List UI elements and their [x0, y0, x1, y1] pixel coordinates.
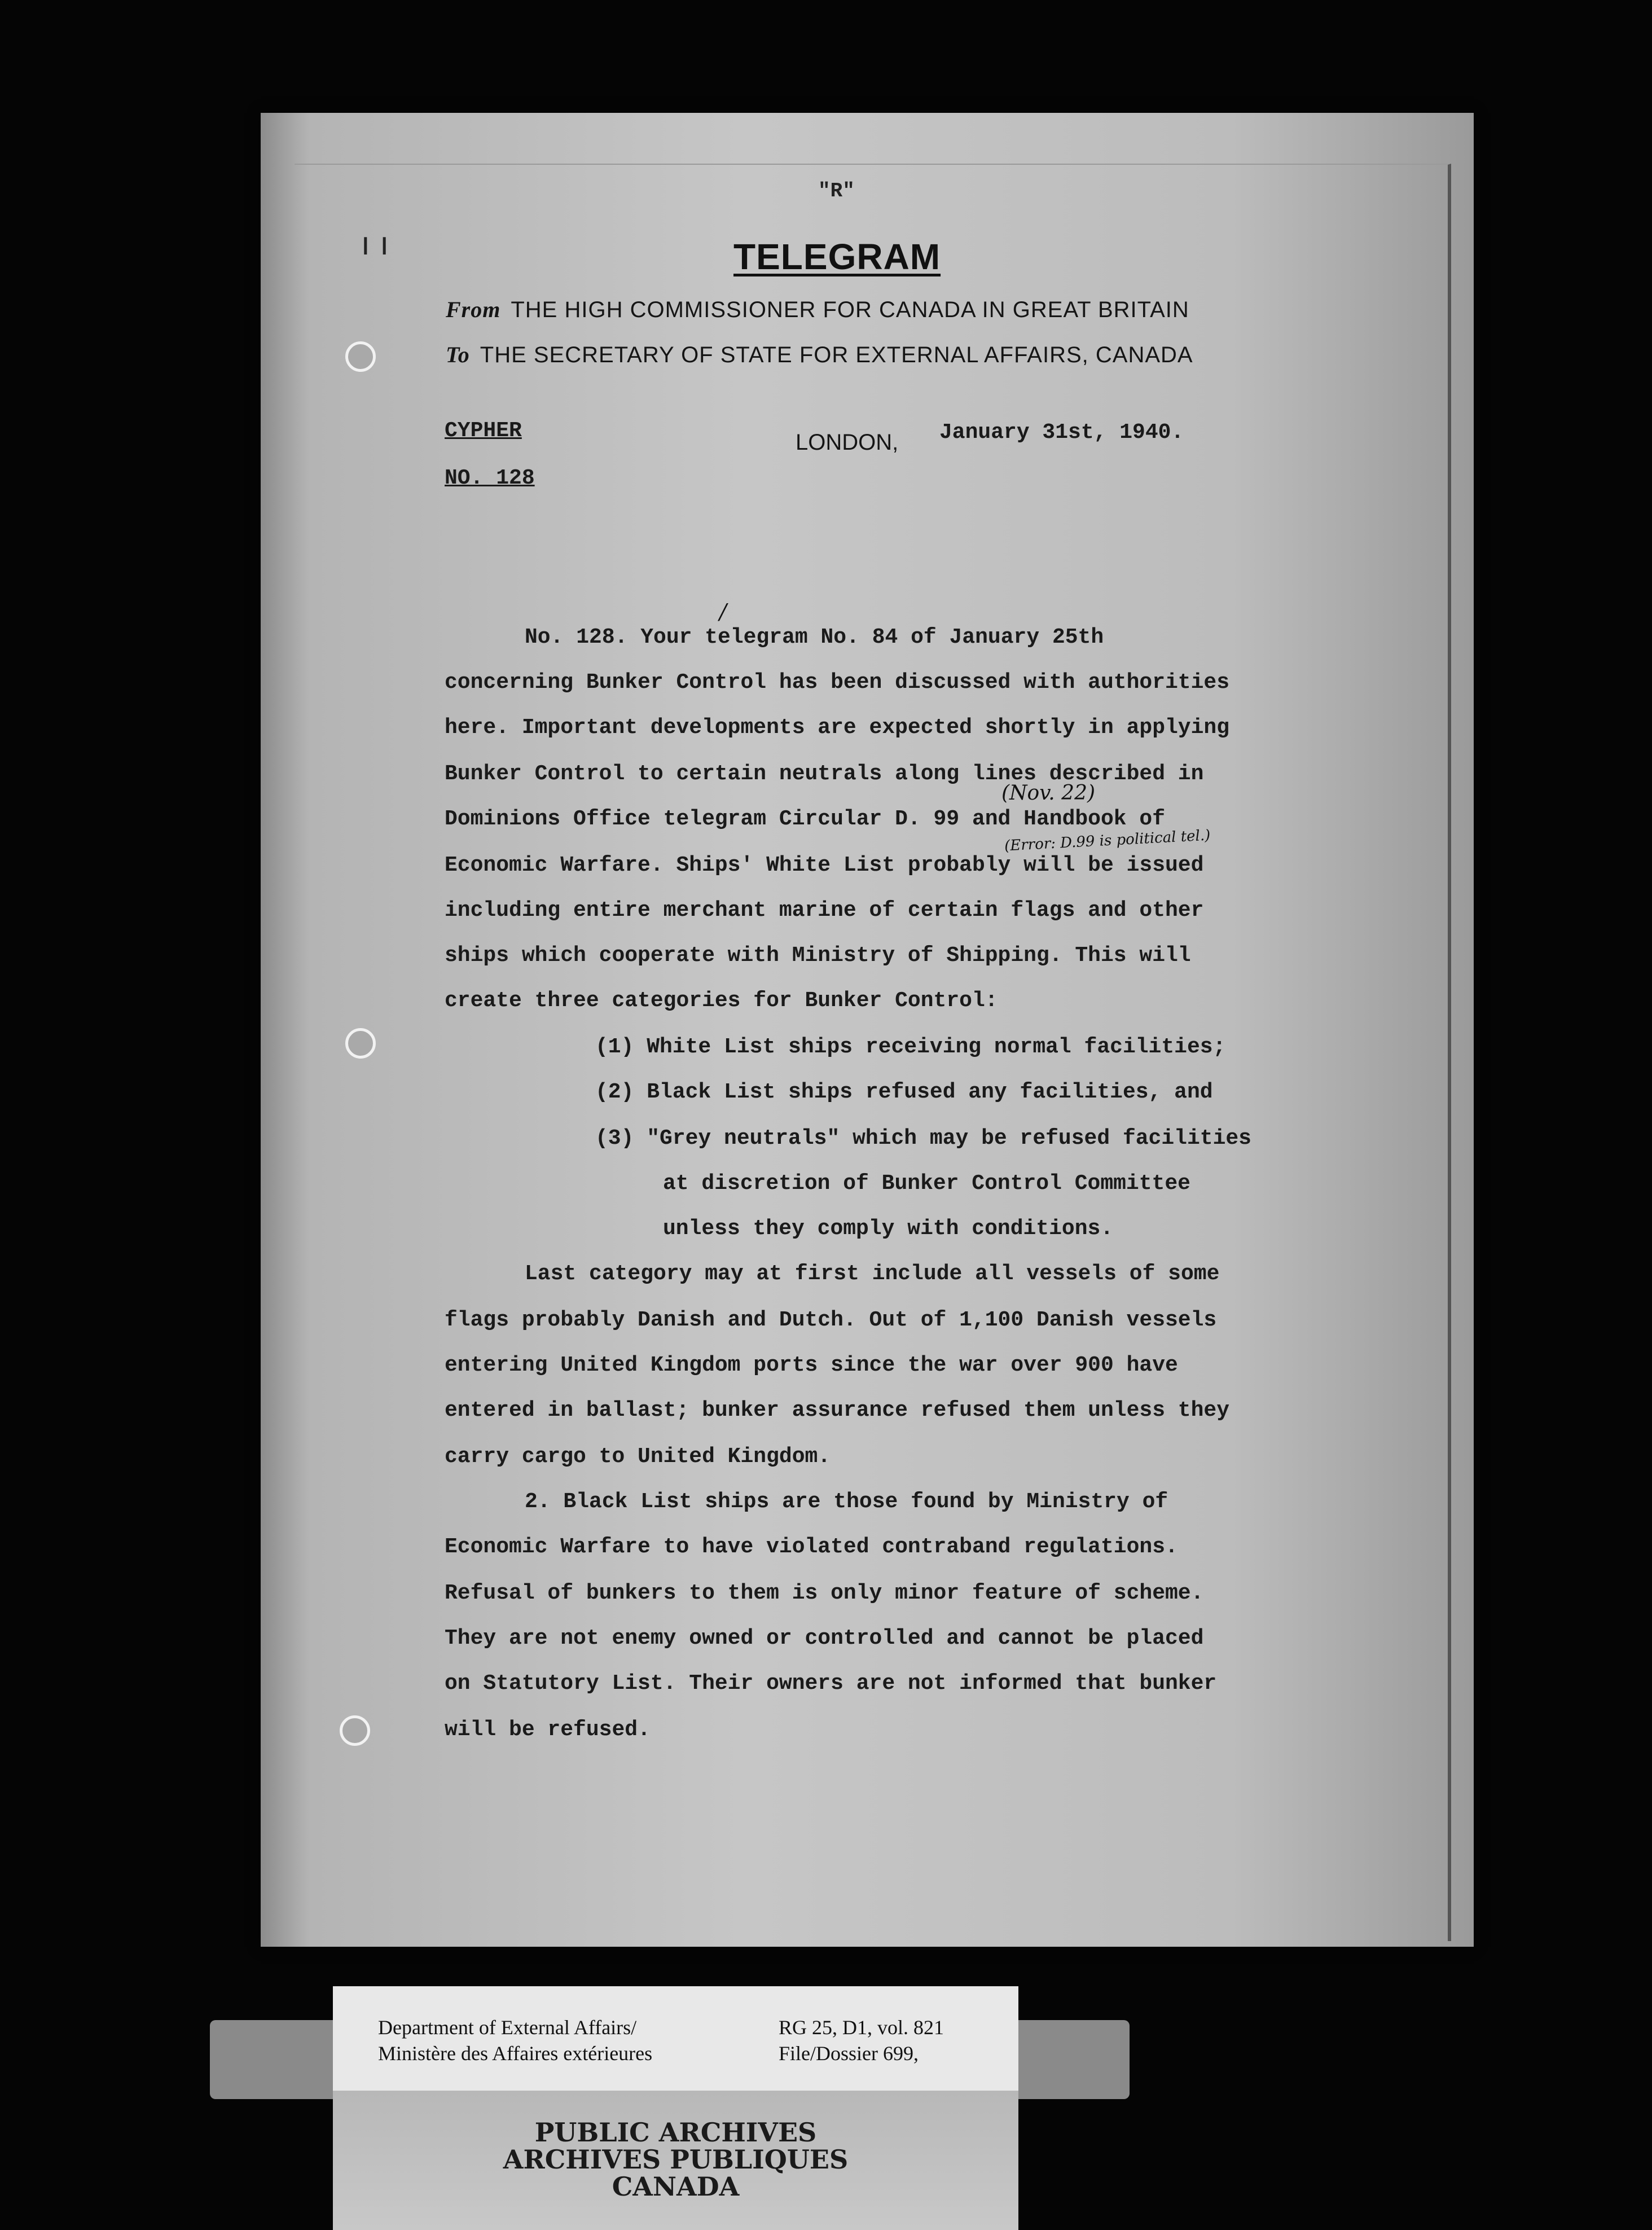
- body-line: flags probably Danish and Dutch. Out of 1,100 Danish vessels: [445, 1308, 1217, 1332]
- archive-reference-label: [333, 1986, 1018, 2093]
- archive-stamp-card: [333, 2091, 1018, 2230]
- stamp-line: CANADA: [612, 2171, 740, 2202]
- header-mark: "R": [818, 179, 855, 203]
- punch-hole-bottom: [340, 1715, 370, 1746]
- body-line: concerning Bunker Control has been discussed with authorities: [445, 670, 1230, 695]
- stamp-line: PUBLIC ARCHIVES: [534, 2117, 817, 2148]
- body-line: Economic Warfare to have violated contraband regulations.: [445, 1535, 1178, 1559]
- cypher-number: NO. 128: [445, 466, 535, 490]
- body-line: including entire merchant marine of certain flags and other: [445, 898, 1204, 923]
- from-line: [446, 296, 1189, 323]
- from-label: From: [446, 297, 501, 322]
- body-line: here. Important developments are expected shortly in applying: [445, 715, 1230, 740]
- list-item: (2) Black List ships refused any facilities, and: [595, 1080, 1213, 1104]
- document-title: TELEGRAM: [733, 236, 941, 277]
- date-label: January 31st, 1940.: [939, 420, 1184, 445]
- punch-hole-top: [345, 341, 376, 372]
- pencil-tick-mark: ı ı: [361, 226, 389, 262]
- reference-line: RG 25, D1, vol. 821: [779, 2016, 944, 2039]
- punch-hole-middle: [345, 1028, 376, 1059]
- list-item: (1) White List ships receiving normal facilities;: [595, 1035, 1226, 1059]
- body-line: on Statutory List. Their owners are not informed that bunker: [445, 1671, 1217, 1696]
- body-line: Bunker Control to certain neutrals along lines described in: [445, 762, 1204, 786]
- handwritten-tick: /: [719, 599, 727, 624]
- handwritten-note: (Nov. 22): [1001, 782, 1096, 805]
- department-line: Department of External Affairs/: [378, 2016, 637, 2039]
- cypher-label: CYPHER: [445, 419, 522, 443]
- reference-block: [779, 2014, 944, 2066]
- department-line: Ministère des Affaires extérieures: [378, 2042, 653, 2065]
- to-line: [446, 341, 1193, 368]
- body-line: Last category may at first include all vessels of some: [525, 1262, 1220, 1286]
- body-line: No. 128. Your telegram No. 84 of January 25th: [525, 625, 1104, 649]
- body-line: carry cargo to United Kingdom.: [445, 1445, 831, 1469]
- list-item-continued: unless they comply with conditions.: [663, 1217, 1114, 1241]
- body-line: Economic Warfare. Ships' White List probably will be issued: [445, 853, 1204, 877]
- list-item: (3) "Grey neutrals" which may be refused facilities: [595, 1126, 1251, 1151]
- body-line: They are not enemy owned or controlled and cannot be placed: [445, 1626, 1204, 1650]
- place-label: LONDON,: [796, 430, 899, 455]
- to-label: To: [446, 342, 470, 367]
- body-line: create three categories for Bunker Control:: [445, 989, 998, 1013]
- list-item-continued: at discretion of Bunker Control Committee: [663, 1171, 1190, 1196]
- body-line: Refusal of bunkers to them is only minor feature of scheme.: [445, 1581, 1204, 1605]
- handwritten-note: (Error: D.99 is political tel.): [1004, 827, 1211, 855]
- body-line: will be refused.: [445, 1718, 651, 1742]
- reference-line: File/Dossier 699,: [779, 2042, 919, 2065]
- body-line: ships which cooperate with Ministry of Shipping. This will: [445, 943, 1191, 968]
- from-text: THE HIGH COMMISSIONER FOR CANADA IN GREAT BRITAIN: [511, 297, 1189, 322]
- body-line: entering United Kingdom ports since the war over 900 have: [445, 1353, 1178, 1377]
- body-line: 2. Black List ships are those found by Ministry of: [525, 1490, 1168, 1514]
- archive-stamp: [333, 2119, 1018, 2200]
- body-line: Dominions Office telegram Circular D. 99 and Handbook of: [445, 807, 1166, 831]
- body-line: entered in ballast; bunker assurance refused them unless they: [445, 1398, 1230, 1423]
- to-text: THE SECRETARY OF STATE FOR EXTERNAL AFFAIRS, CANADA: [480, 343, 1193, 367]
- department-block: [378, 2014, 652, 2066]
- stamp-line: ARCHIVES PUBLIQUES: [503, 2144, 849, 2175]
